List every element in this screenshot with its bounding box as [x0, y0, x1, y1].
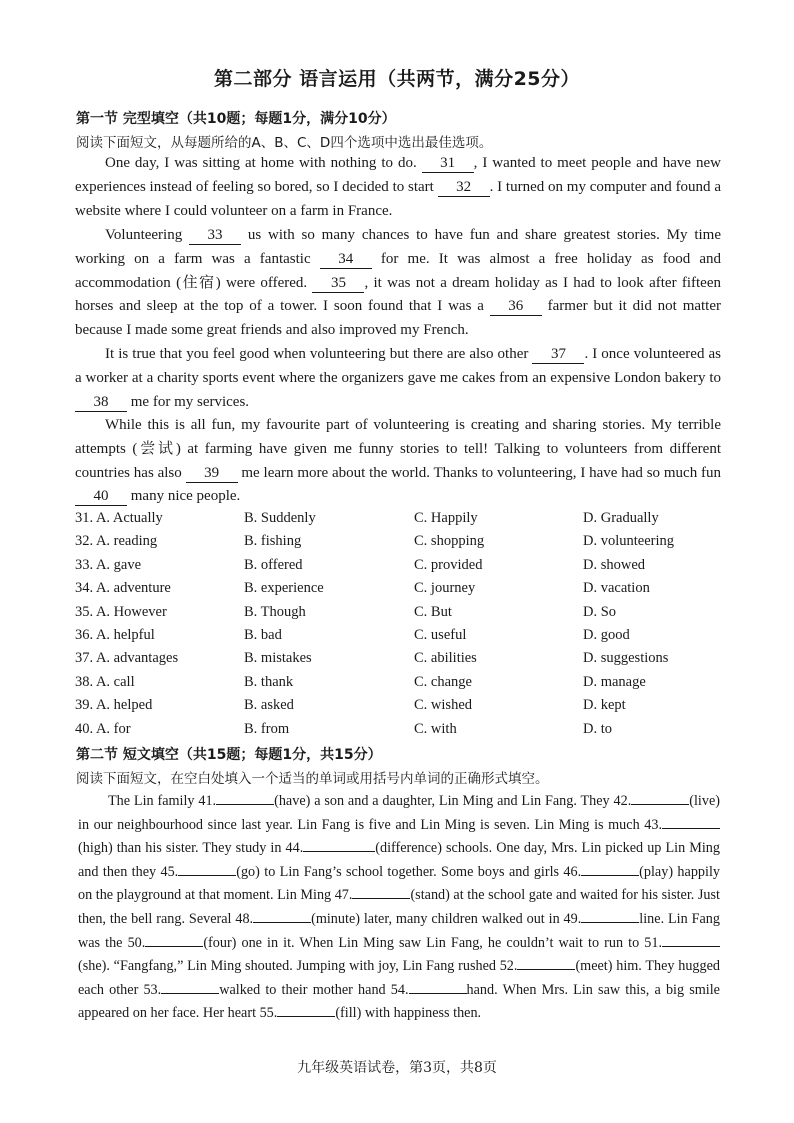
blank-47[interactable] [352, 898, 410, 899]
option-d: D. good [583, 627, 630, 643]
text: line. Lin Fang was the 50. [78, 910, 720, 951]
blank-36: 36 [490, 298, 542, 316]
option-a: 32. A. reading [75, 533, 158, 550]
option-b: B. from [244, 720, 290, 737]
text: (fill) with happiness then. [335, 1005, 482, 1022]
option-b: B. Suddenly [244, 510, 316, 526]
blank-40: 40 [75, 488, 127, 506]
text: many nice people. [127, 488, 241, 505]
option-c: C. shopping [414, 533, 485, 550]
option-b: B. Though [244, 603, 306, 620]
option-d: D. volunteering [583, 533, 675, 550]
text: walked to their mother hand 54. [219, 981, 409, 998]
section1-instruction: 阅读下面短文，从每题所给的A、B、C、D四个选项中选出最佳选项。 [76, 135, 493, 151]
cloze-paragraph-3 [75, 343, 721, 414]
text: hand. When Mrs. Lin saw this, a big smile appeared on her face. Her heart 55. [78, 981, 720, 1022]
text: (go) to Lin Fang’s school together. Some boys and girls 46. [236, 863, 582, 880]
page-title: 第二部分 语言运用（共两节，满分25分） [213, 68, 581, 90]
option-a: 39. A. helped [75, 697, 153, 714]
option-c: C. change [414, 673, 472, 690]
text: (play) happily on the playground at that moment. Lin Ming 47. [78, 863, 720, 904]
blank-31: 31 [422, 155, 474, 173]
option-c: C. with [414, 720, 457, 737]
blank-42[interactable] [631, 804, 689, 805]
option-d: D. manage [583, 673, 646, 690]
option-d: D. So [583, 603, 617, 620]
option-a: 33. A. gave [75, 556, 142, 573]
text: me learn more about the world. Thanks to volunteering, I have had so much fun [237, 464, 722, 481]
option-a: 35. A. However [75, 603, 167, 620]
text: . I turned on my computer and found a website where I could volunteer on a farm in France. [75, 178, 721, 219]
option-c: C. Happily [414, 510, 478, 526]
text: (live) in our neighbourhood since last year. Lin Fang is five and Lin Ming is seven. Lin Ming is much 43. [78, 793, 720, 833]
section2-instruction: 阅读下面短文，在空白处填入一个适当的单词或用括号内单词的正确形式填空。 [76, 771, 549, 787]
option-d: D. Gradually [583, 510, 659, 526]
option-a: 38. A. call [75, 673, 135, 690]
text: farmer but it did not matter because I made some great friends and also improved my French. [75, 298, 722, 339]
blank-54[interactable] [409, 993, 467, 994]
option-row [75, 697, 755, 720]
text: (have) a son and a daughter, Lin Ming and Lin Fang. They 42. [274, 793, 632, 809]
option-c: C. provided [414, 556, 483, 573]
option-row [75, 674, 755, 697]
blank-50[interactable] [145, 946, 203, 947]
option-c: C. useful [414, 627, 467, 643]
blank-41[interactable] [216, 804, 274, 805]
blank-53[interactable] [161, 993, 219, 994]
text: , it was not a dream holiday as I had to look after fifteen horses and sleep at the top of a tower. I soon found that I was a [75, 274, 721, 315]
option-d: D. suggestions [583, 650, 669, 667]
text: (minute) later, many children walked out in 49. [311, 910, 582, 927]
text: me for my services. [127, 393, 250, 410]
text: . I once volunteered as a worker at a charity sports event where the organizers gave me cakes from an expensive London bakery to [75, 346, 722, 386]
option-c: C. But [414, 603, 452, 620]
blank-39: 39 [186, 465, 238, 483]
option-b: B. bad [244, 627, 282, 643]
text: (she). “Fangfang,” Lin Ming shouted. Jumping with joy, Lin Fang rushed 52. [78, 958, 518, 975]
text: (high) than his sister. They study in 44. [78, 840, 304, 857]
blank-35: 35 [312, 275, 364, 293]
blank-33: 33 [189, 227, 241, 245]
option-d: D. showed [583, 556, 646, 573]
option-row [75, 721, 755, 744]
option-a: 31. A. Actually [75, 510, 163, 526]
option-c: C. wished [414, 697, 472, 714]
blank-43[interactable] [662, 828, 720, 829]
cloze-paragraph-4 [75, 414, 721, 509]
option-b: B. mistakes [244, 650, 312, 667]
option-c: C. journey [414, 580, 476, 597]
option-a: 36. A. helpful [75, 627, 155, 643]
text: for me. It was almost a free holiday as food and accommodation (住宿) were offered. [75, 250, 721, 291]
text: The Lin family 41. [108, 793, 217, 809]
option-a: 34. A. adventure [75, 580, 171, 597]
text: It is true that you feel good when volunteering but there are also other [105, 346, 533, 362]
option-row [75, 580, 755, 603]
page-footer: 九年级英语试卷，第3页，共8页 [297, 1060, 497, 1076]
option-b: B. fishing [244, 533, 302, 550]
text: (four) one in it. When Lin Ming saw Lin Fang, he couldn’t wait to run to 51. [203, 934, 662, 951]
text: Volunteering [105, 227, 190, 243]
option-row [75, 650, 755, 673]
blank-48[interactable] [253, 922, 311, 923]
text: (stand) at the school gate and waited for his sister. Just then, the bell rang. Several 48. [78, 887, 720, 927]
blank-52[interactable] [517, 969, 575, 970]
option-b: B. offered [244, 556, 303, 573]
option-b: B. asked [244, 697, 294, 714]
text: While this is all fun, my favourite part of volunteering is creating and sharing stories. My terrible attempts (尝试) at farming have given me funny stories to tell! Talking to volunteers from different countries has also [75, 417, 721, 481]
blank-44[interactable] [303, 851, 375, 852]
blank-49[interactable] [581, 922, 639, 923]
text: , I wanted to meet people and have new experiences instead of feeling so bored, so I decided to start [75, 155, 721, 195]
blank-46[interactable] [581, 875, 639, 876]
section1-heading: 第一节 完型填空（共10题；每题1分，满分10分） [76, 111, 396, 127]
option-d: D. to [583, 720, 612, 737]
blank-45[interactable] [178, 875, 236, 876]
blank-32: 32 [438, 179, 490, 197]
option-row [75, 627, 755, 650]
cloze-paragraph-2 [75, 224, 721, 343]
option-row [75, 533, 755, 556]
blank-51[interactable] [662, 946, 720, 947]
option-c: C. abilities [414, 650, 477, 667]
text: One day, I was sitting at home with nothing to do. [105, 155, 422, 171]
option-row [75, 604, 755, 627]
option-a: 37. A. advantages [75, 650, 179, 667]
option-d: D. vacation [583, 580, 650, 597]
text: us with so many chances to have fun and share greatest stories. My time working on a farm was a fantastic [75, 227, 721, 267]
cloze-paragraph-1 [75, 152, 721, 223]
fill-in-passage [78, 790, 720, 1026]
blank-34: 34 [320, 251, 372, 269]
text: (meet) him. They hugged each other 53. [78, 958, 720, 998]
blank-55[interactable] [277, 1016, 335, 1017]
text: (difference) schools. One day, Mrs. Lin picked up Lin Ming and then they 45. [78, 840, 720, 880]
option-a: 40. A. for [75, 720, 131, 737]
option-d: D. kept [583, 697, 626, 714]
blank-37: 37 [532, 346, 584, 364]
option-row [75, 510, 755, 533]
option-b: B. experience [244, 580, 324, 597]
option-row [75, 557, 755, 580]
option-b: B. thank [244, 673, 294, 690]
blank-38: 38 [75, 394, 127, 412]
section2-heading: 第二节 短文填空（共15题；每题1分，共15分） [76, 747, 382, 763]
